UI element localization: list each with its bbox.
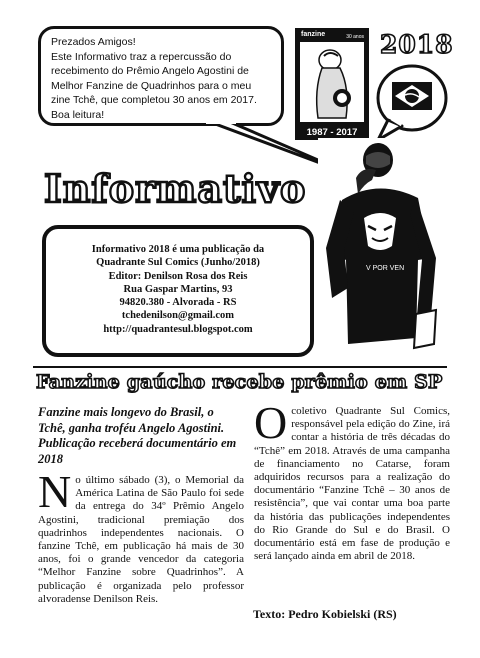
- year-title: 2018: [380, 30, 454, 59]
- greeting-text: Prezados Amigos! Este Informativo traz a repercussão do recebimento do Prêmio Angelo Agostini de Melhor Fanzine de Quadrinhos para o meu zine Tchê, que completou 30 anos em 2017. Boa leitura!: [51, 36, 257, 121]
- character-illustration-icon: [300, 42, 364, 122]
- info-line-publisher: Quadrante Sul Comics (Junho/2018): [96, 257, 260, 269]
- article-headline: Fanzine gaúcho recebe prêmio em SP: [36, 371, 443, 393]
- article-credit: Texto: Pedro Kobielski (RS): [253, 607, 397, 621]
- zine-cover-image: [295, 28, 369, 140]
- main-title: Informativo: [44, 166, 307, 211]
- zine-cover-art: [300, 42, 364, 122]
- left-dropcap: N: [38, 466, 72, 517]
- info-line-publication: Informativo 2018 é uma publicação da: [91, 244, 265, 255]
- section-divider: [33, 366, 447, 368]
- zine-cover-years: 1987 - 2017: [306, 127, 358, 138]
- article-right-column: [254, 397, 450, 563]
- right-column-text: coletivo Quadrante Sul Comics, responsável pela edição do Zine, irá contar a história de três décadas do “Tchê” em 2018. Através de uma campanha de financiamento no Catarse, foram adquiridos recursos para a realização do documentário “Fanzine Tchê – 30 anos de resistência”, que vai contar uma boa parte da história das publicações independentes do Rio Grande do Sul e do Brasil. O documentário está em fase de produção e será lançado ainda em abril de 2018.: [254, 405, 450, 563]
- greeting-balloon: [38, 26, 284, 126]
- editor-photo: [318, 138, 440, 356]
- zine-cover-subtitle: 30 anos: [346, 34, 364, 40]
- info-line-website: http://quadrantesul.blogspot.com: [103, 323, 253, 335]
- info-line-street: Rua Gaspar Martins, 93: [123, 283, 233, 295]
- info-line-email: tchedenilson@gmail.com: [121, 310, 235, 322]
- article-subhead: Fanzine mais longevo do Brasil, o Tchê, ganha troféu Angelo Agostini. Publicação receberá documentário em 2018: [38, 405, 237, 466]
- info-line-city: 94820.380 - Alvorada - RS: [119, 297, 237, 309]
- info-line-editor: Editor: Denilson Rosa dos Reis: [108, 270, 248, 282]
- right-dropcap: O: [254, 397, 288, 448]
- publication-info-box: [42, 225, 314, 357]
- flag-balloon: [372, 58, 452, 146]
- article-left-column: [38, 466, 244, 606]
- brazil-flag-icon: [392, 82, 432, 110]
- tshirt-text: V POR VEN: [366, 265, 405, 272]
- zine-cover-label: fanzine: [301, 31, 326, 38]
- left-column-text: o último sábado (3), o Memorial da América Latina de São Paulo foi sede da entrega do 34º Prêmio Angelo Agostini, tradicional premiação dos quadrinhos independentes nacionais. O fanzine Tchê, em publicação há mais de 30 anos, foi o grande vencedor da categoria “Melhor Fanzine sobre Quadrinhos”. A publicação é organizada pelo professor alvoradense Denilson Reis.: [38, 474, 244, 605]
